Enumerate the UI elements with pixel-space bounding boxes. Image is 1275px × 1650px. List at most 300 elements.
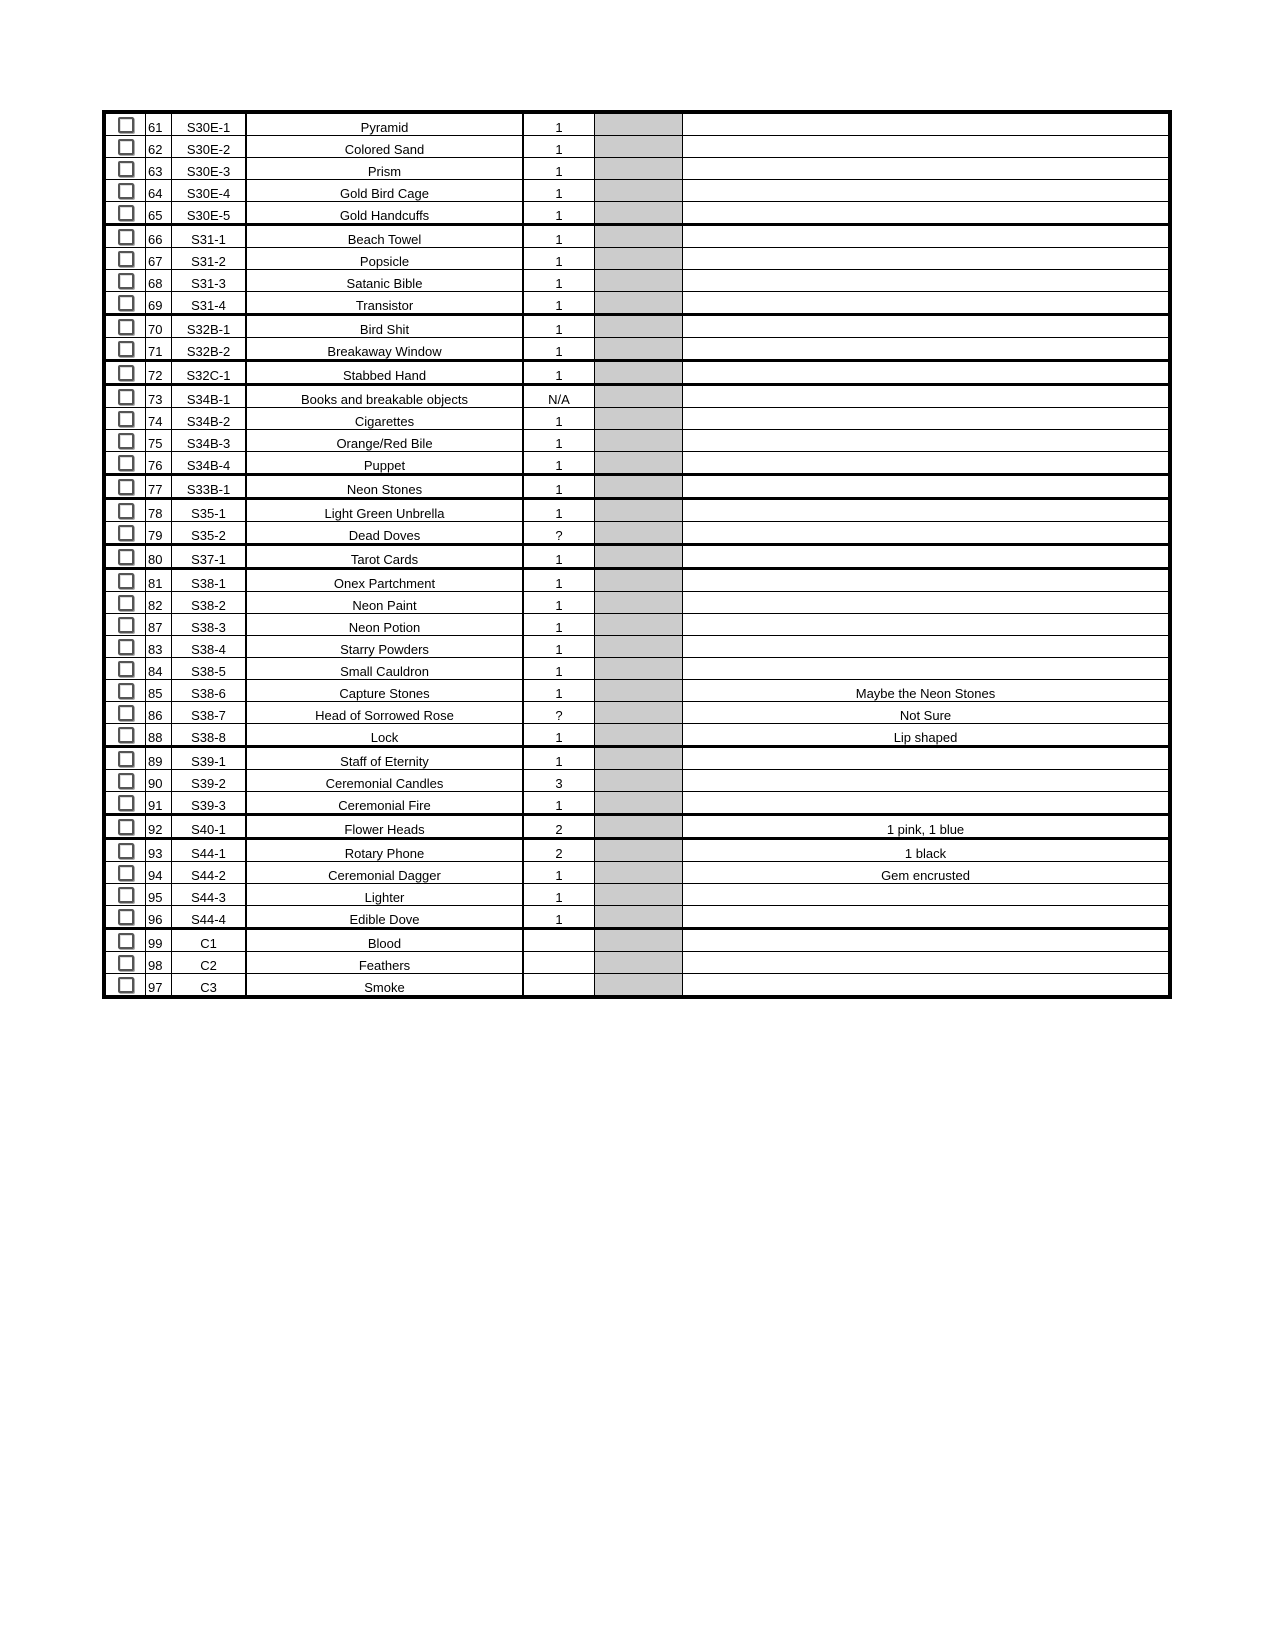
checkbox-icon[interactable] — [118, 549, 134, 565]
shaded-cell — [595, 522, 683, 545]
table-row — [104, 408, 1170, 430]
scene-code-cell: S31-2 — [172, 248, 247, 270]
notes-cell — [683, 747, 1171, 770]
quantity-cell: 1 — [523, 112, 595, 136]
shaded-cell — [595, 658, 683, 680]
table-row — [104, 862, 1170, 884]
checkbox-icon[interactable] — [118, 319, 134, 335]
checkbox-icon[interactable] — [118, 795, 134, 811]
scene-code-cell: S38-7 — [172, 702, 247, 724]
table-row — [104, 202, 1170, 225]
checkbox-icon[interactable] — [118, 479, 134, 495]
table-row — [104, 522, 1170, 545]
scene-code-cell: S32B-2 — [172, 338, 247, 361]
checkbox-cell — [104, 292, 146, 315]
quantity-cell: 1 — [523, 180, 595, 202]
scene-code-cell: S34B-1 — [172, 385, 247, 408]
scene-code-cell: S44-4 — [172, 906, 247, 929]
scene-code-cell: S38-5 — [172, 658, 247, 680]
scene-code-cell: S34B-4 — [172, 452, 247, 475]
checkbox-icon[interactable] — [118, 205, 134, 221]
item-name-cell: Breakaway Window — [246, 338, 523, 361]
scene-code-cell: S39-2 — [172, 770, 247, 792]
scene-code-cell: C2 — [172, 952, 247, 974]
checkbox-icon[interactable] — [118, 433, 134, 449]
shaded-cell — [595, 884, 683, 906]
table-row — [104, 906, 1170, 929]
shaded-cell — [595, 248, 683, 270]
item-number-cell: 71 — [146, 338, 172, 361]
table-row — [104, 747, 1170, 770]
table-row — [104, 545, 1170, 569]
item-number-cell: 66 — [146, 225, 172, 248]
notes-cell — [683, 270, 1171, 292]
checkbox-cell — [104, 545, 146, 569]
item-name-cell: Rotary Phone — [246, 839, 523, 862]
item-name-cell: Blood — [246, 929, 523, 952]
quantity-cell — [523, 952, 595, 974]
checkbox-icon[interactable] — [118, 117, 134, 133]
shaded-cell — [595, 430, 683, 452]
table-row — [104, 974, 1170, 998]
shaded-cell — [595, 614, 683, 636]
shaded-cell — [595, 408, 683, 430]
props-table-body — [104, 112, 1170, 997]
notes-cell — [683, 248, 1171, 270]
checkbox-icon[interactable] — [118, 683, 134, 699]
item-number-cell: 84 — [146, 658, 172, 680]
quantity-cell: 2 — [523, 815, 595, 839]
quantity-cell: 1 — [523, 292, 595, 315]
item-number-cell: 95 — [146, 884, 172, 906]
quantity-cell: 1 — [523, 499, 595, 522]
checkbox-icon[interactable] — [118, 639, 134, 655]
item-name-cell: Neon Potion — [246, 614, 523, 636]
table-row — [104, 680, 1170, 702]
quantity-cell: N/A — [523, 385, 595, 408]
item-name-cell: Head of Sorrowed Rose — [246, 702, 523, 724]
notes-cell — [683, 522, 1171, 545]
checkbox-icon[interactable] — [118, 455, 134, 471]
item-number-cell: 93 — [146, 839, 172, 862]
checkbox-icon[interactable] — [118, 295, 134, 311]
quantity-cell: 1 — [523, 862, 595, 884]
item-name-cell: Beach Towel — [246, 225, 523, 248]
item-number-cell: 89 — [146, 747, 172, 770]
shaded-cell — [595, 292, 683, 315]
scene-code-cell: S38-6 — [172, 680, 247, 702]
notes-cell — [683, 315, 1171, 338]
checkbox-cell — [104, 839, 146, 862]
table-row — [104, 792, 1170, 815]
shaded-cell — [595, 225, 683, 248]
checkbox-icon[interactable] — [118, 617, 134, 633]
checkbox-cell — [104, 112, 146, 136]
table-row — [104, 499, 1170, 522]
item-name-cell: Satanic Bible — [246, 270, 523, 292]
checkbox-icon[interactable] — [118, 977, 134, 993]
item-name-cell: Flower Heads — [246, 815, 523, 839]
scene-code-cell: S37-1 — [172, 545, 247, 569]
quantity-cell: 1 — [523, 202, 595, 225]
checkbox-cell — [104, 929, 146, 952]
item-number-cell: 87 — [146, 614, 172, 636]
checkbox-cell — [104, 636, 146, 658]
checkbox-icon[interactable] — [118, 389, 134, 405]
props-checklist-table — [102, 110, 1172, 999]
quantity-cell: 1 — [523, 475, 595, 499]
quantity-cell: 1 — [523, 452, 595, 475]
notes-cell — [683, 430, 1171, 452]
checkbox-cell — [104, 452, 146, 475]
table-row — [104, 292, 1170, 315]
table-row — [104, 929, 1170, 952]
checkbox-icon[interactable] — [118, 595, 134, 611]
quantity-cell: 1 — [523, 724, 595, 747]
item-number-cell: 97 — [146, 974, 172, 998]
item-number-cell: 79 — [146, 522, 172, 545]
checkbox-cell — [104, 747, 146, 770]
shaded-cell — [595, 839, 683, 862]
checkbox-cell — [104, 702, 146, 724]
shaded-cell — [595, 475, 683, 499]
scene-code-cell: S34B-3 — [172, 430, 247, 452]
checkbox-cell — [104, 315, 146, 338]
checkbox-icon[interactable] — [118, 365, 134, 381]
item-name-cell: Edible Dove — [246, 906, 523, 929]
quantity-cell: 1 — [523, 906, 595, 929]
notes-cell: 1 black — [683, 839, 1171, 862]
checkbox-icon[interactable] — [118, 909, 134, 925]
notes-cell — [683, 569, 1171, 592]
item-number-cell: 94 — [146, 862, 172, 884]
item-name-cell: Gold Handcuffs — [246, 202, 523, 225]
checkbox-icon[interactable] — [118, 955, 134, 971]
item-name-cell: Orange/Red Bile — [246, 430, 523, 452]
checkbox-cell — [104, 884, 146, 906]
item-number-cell: 83 — [146, 636, 172, 658]
item-number-cell: 96 — [146, 906, 172, 929]
table-row — [104, 315, 1170, 338]
item-name-cell: Gold Bird Cage — [246, 180, 523, 202]
notes-cell: 1 pink, 1 blue — [683, 815, 1171, 839]
shaded-cell — [595, 724, 683, 747]
scene-code-cell: S38-3 — [172, 614, 247, 636]
checkbox-icon[interactable] — [118, 819, 134, 835]
checkbox-icon[interactable] — [118, 341, 134, 357]
item-name-cell: Ceremonial Dagger — [246, 862, 523, 884]
table-row — [104, 112, 1170, 136]
checkbox-icon[interactable] — [118, 751, 134, 767]
quantity-cell: 1 — [523, 315, 595, 338]
checkbox-cell — [104, 248, 146, 270]
table-row — [104, 270, 1170, 292]
shaded-cell — [595, 770, 683, 792]
quantity-cell — [523, 974, 595, 998]
quantity-cell: 2 — [523, 839, 595, 862]
item-name-cell: Staff of Eternity — [246, 747, 523, 770]
notes-cell — [683, 906, 1171, 929]
table-row — [104, 702, 1170, 724]
table-row — [104, 430, 1170, 452]
checkbox-icon[interactable] — [118, 183, 134, 199]
item-name-cell: Stabbed Hand — [246, 361, 523, 385]
table-row — [104, 475, 1170, 499]
table-row — [104, 815, 1170, 839]
checkbox-icon[interactable] — [118, 727, 134, 743]
item-name-cell: Tarot Cards — [246, 545, 523, 569]
shaded-cell — [595, 385, 683, 408]
quantity-cell: 1 — [523, 408, 595, 430]
notes-cell: Maybe the Neon Stones — [683, 680, 1171, 702]
table-row — [104, 452, 1170, 475]
item-number-cell: 67 — [146, 248, 172, 270]
checkbox-cell — [104, 680, 146, 702]
checkbox-icon[interactable] — [118, 887, 134, 903]
shaded-cell — [595, 136, 683, 158]
table-row — [104, 225, 1170, 248]
item-number-cell: 88 — [146, 724, 172, 747]
notes-cell — [683, 225, 1171, 248]
notes-cell — [683, 408, 1171, 430]
notes-cell — [683, 202, 1171, 225]
notes-cell: Gem encrusted — [683, 862, 1171, 884]
checkbox-cell — [104, 770, 146, 792]
quantity-cell: 1 — [523, 747, 595, 770]
shaded-cell — [595, 361, 683, 385]
quantity-cell — [523, 929, 595, 952]
item-name-cell: Ceremonial Candles — [246, 770, 523, 792]
item-name-cell: Dead Doves — [246, 522, 523, 545]
checkbox-icon[interactable] — [118, 411, 134, 427]
item-number-cell: 80 — [146, 545, 172, 569]
notes-cell — [683, 112, 1171, 136]
checkbox-icon[interactable] — [118, 843, 134, 859]
shaded-cell — [595, 792, 683, 815]
scene-code-cell: S32C-1 — [172, 361, 247, 385]
checkbox-cell — [104, 792, 146, 815]
item-number-cell: 68 — [146, 270, 172, 292]
item-name-cell: Small Cauldron — [246, 658, 523, 680]
quantity-cell: 1 — [523, 158, 595, 180]
item-name-cell: Colored Sand — [246, 136, 523, 158]
checkbox-cell — [104, 136, 146, 158]
scene-code-cell: C1 — [172, 929, 247, 952]
item-name-cell: Cigarettes — [246, 408, 523, 430]
item-name-cell: Lighter — [246, 884, 523, 906]
checkbox-cell — [104, 385, 146, 408]
item-number-cell: 82 — [146, 592, 172, 614]
table-row — [104, 248, 1170, 270]
notes-cell — [683, 792, 1171, 815]
checkbox-icon[interactable] — [118, 229, 134, 245]
notes-cell — [683, 636, 1171, 658]
scene-code-cell: S30E-4 — [172, 180, 247, 202]
item-name-cell: Bird Shit — [246, 315, 523, 338]
scene-code-cell: S30E-2 — [172, 136, 247, 158]
checkbox-icon[interactable] — [118, 251, 134, 267]
shaded-cell — [595, 952, 683, 974]
scene-code-cell: S34B-2 — [172, 408, 247, 430]
checkbox-cell — [104, 408, 146, 430]
notes-cell — [683, 475, 1171, 499]
scene-code-cell: S38-2 — [172, 592, 247, 614]
scene-code-cell: S44-3 — [172, 884, 247, 906]
checkbox-icon[interactable] — [118, 705, 134, 721]
shaded-cell — [595, 452, 683, 475]
notes-cell — [683, 592, 1171, 614]
quantity-cell: 3 — [523, 770, 595, 792]
checkbox-icon[interactable] — [118, 273, 134, 289]
table-row — [104, 180, 1170, 202]
item-number-cell: 77 — [146, 475, 172, 499]
item-number-cell: 64 — [146, 180, 172, 202]
item-name-cell: Ceremonial Fire — [246, 792, 523, 815]
shaded-cell — [595, 929, 683, 952]
quantity-cell: ? — [523, 522, 595, 545]
checkbox-cell — [104, 974, 146, 998]
notes-cell — [683, 974, 1171, 998]
checkbox-icon[interactable] — [118, 503, 134, 519]
checkbox-cell — [104, 225, 146, 248]
shaded-cell — [595, 545, 683, 569]
table-row — [104, 636, 1170, 658]
table-row — [104, 884, 1170, 906]
notes-cell — [683, 770, 1171, 792]
item-name-cell: Smoke — [246, 974, 523, 998]
item-name-cell: Prism — [246, 158, 523, 180]
notes-cell — [683, 614, 1171, 636]
table-row — [104, 724, 1170, 747]
notes-cell — [683, 929, 1171, 952]
notes-cell — [683, 499, 1171, 522]
table-row — [104, 770, 1170, 792]
scene-code-cell: S44-2 — [172, 862, 247, 884]
item-name-cell: Transistor — [246, 292, 523, 315]
scene-code-cell: S32B-1 — [172, 315, 247, 338]
table-row — [104, 614, 1170, 636]
quantity-cell: 1 — [523, 614, 595, 636]
quantity-cell: ? — [523, 702, 595, 724]
notes-cell — [683, 952, 1171, 974]
checkbox-cell — [104, 475, 146, 499]
notes-cell — [683, 545, 1171, 569]
checkbox-cell — [104, 338, 146, 361]
scene-code-cell: S30E-3 — [172, 158, 247, 180]
shaded-cell — [595, 702, 683, 724]
notes-cell — [683, 884, 1171, 906]
item-number-cell: 62 — [146, 136, 172, 158]
item-number-cell: 63 — [146, 158, 172, 180]
item-number-cell: 85 — [146, 680, 172, 702]
shaded-cell — [595, 112, 683, 136]
scene-code-cell: S44-1 — [172, 839, 247, 862]
shaded-cell — [595, 499, 683, 522]
quantity-cell: 1 — [523, 361, 595, 385]
quantity-cell: 1 — [523, 636, 595, 658]
shaded-cell — [595, 180, 683, 202]
checkbox-cell — [104, 270, 146, 292]
quantity-cell: 1 — [523, 792, 595, 815]
checkbox-cell — [104, 952, 146, 974]
item-name-cell: Light Green Unbrella — [246, 499, 523, 522]
item-number-cell: 69 — [146, 292, 172, 315]
quantity-cell: 1 — [523, 680, 595, 702]
scene-code-cell: S30E-5 — [172, 202, 247, 225]
scene-code-cell: S35-1 — [172, 499, 247, 522]
checkbox-icon[interactable] — [118, 865, 134, 881]
item-number-cell: 86 — [146, 702, 172, 724]
notes-cell — [683, 292, 1171, 315]
scene-code-cell: S31-3 — [172, 270, 247, 292]
item-number-cell: 78 — [146, 499, 172, 522]
notes-cell — [683, 180, 1171, 202]
scene-code-cell: C3 — [172, 974, 247, 998]
table-row — [104, 361, 1170, 385]
checkbox-cell — [104, 202, 146, 225]
item-number-cell: 76 — [146, 452, 172, 475]
notes-cell — [683, 452, 1171, 475]
checkbox-icon[interactable] — [118, 773, 134, 789]
checkbox-icon[interactable] — [118, 525, 134, 541]
quantity-cell: 1 — [523, 248, 595, 270]
checkbox-cell — [104, 815, 146, 839]
scene-code-cell: S39-1 — [172, 747, 247, 770]
scene-code-cell: S31-4 — [172, 292, 247, 315]
item-number-cell: 74 — [146, 408, 172, 430]
item-number-cell: 75 — [146, 430, 172, 452]
item-name-cell: Lock — [246, 724, 523, 747]
checkbox-icon[interactable] — [118, 573, 134, 589]
checkbox-icon[interactable] — [118, 933, 134, 949]
shaded-cell — [595, 315, 683, 338]
table-row — [104, 592, 1170, 614]
scene-code-cell: S30E-1 — [172, 112, 247, 136]
scene-code-cell: S35-2 — [172, 522, 247, 545]
notes-cell — [683, 338, 1171, 361]
checkbox-icon[interactable] — [118, 161, 134, 177]
quantity-cell: 1 — [523, 884, 595, 906]
item-number-cell: 92 — [146, 815, 172, 839]
item-number-cell: 72 — [146, 361, 172, 385]
notes-cell — [683, 658, 1171, 680]
shaded-cell — [595, 862, 683, 884]
item-name-cell: Starry Powders — [246, 636, 523, 658]
item-number-cell: 98 — [146, 952, 172, 974]
scene-code-cell: S40-1 — [172, 815, 247, 839]
quantity-cell: 1 — [523, 225, 595, 248]
scene-code-cell: S39-3 — [172, 792, 247, 815]
quantity-cell: 1 — [523, 270, 595, 292]
quantity-cell: 1 — [523, 592, 595, 614]
quantity-cell: 1 — [523, 658, 595, 680]
scene-code-cell: S31-1 — [172, 225, 247, 248]
item-number-cell: 73 — [146, 385, 172, 408]
item-name-cell: Onex Partchment — [246, 569, 523, 592]
checkbox-cell — [104, 430, 146, 452]
checkbox-cell — [104, 724, 146, 747]
table-row — [104, 338, 1170, 361]
notes-cell — [683, 158, 1171, 180]
item-name-cell: Pyramid — [246, 112, 523, 136]
shaded-cell — [595, 569, 683, 592]
checkbox-cell — [104, 658, 146, 680]
checkbox-icon[interactable] — [118, 661, 134, 677]
checkbox-cell — [104, 158, 146, 180]
notes-cell — [683, 361, 1171, 385]
scene-code-cell: S38-8 — [172, 724, 247, 747]
checkbox-icon[interactable] — [118, 139, 134, 155]
